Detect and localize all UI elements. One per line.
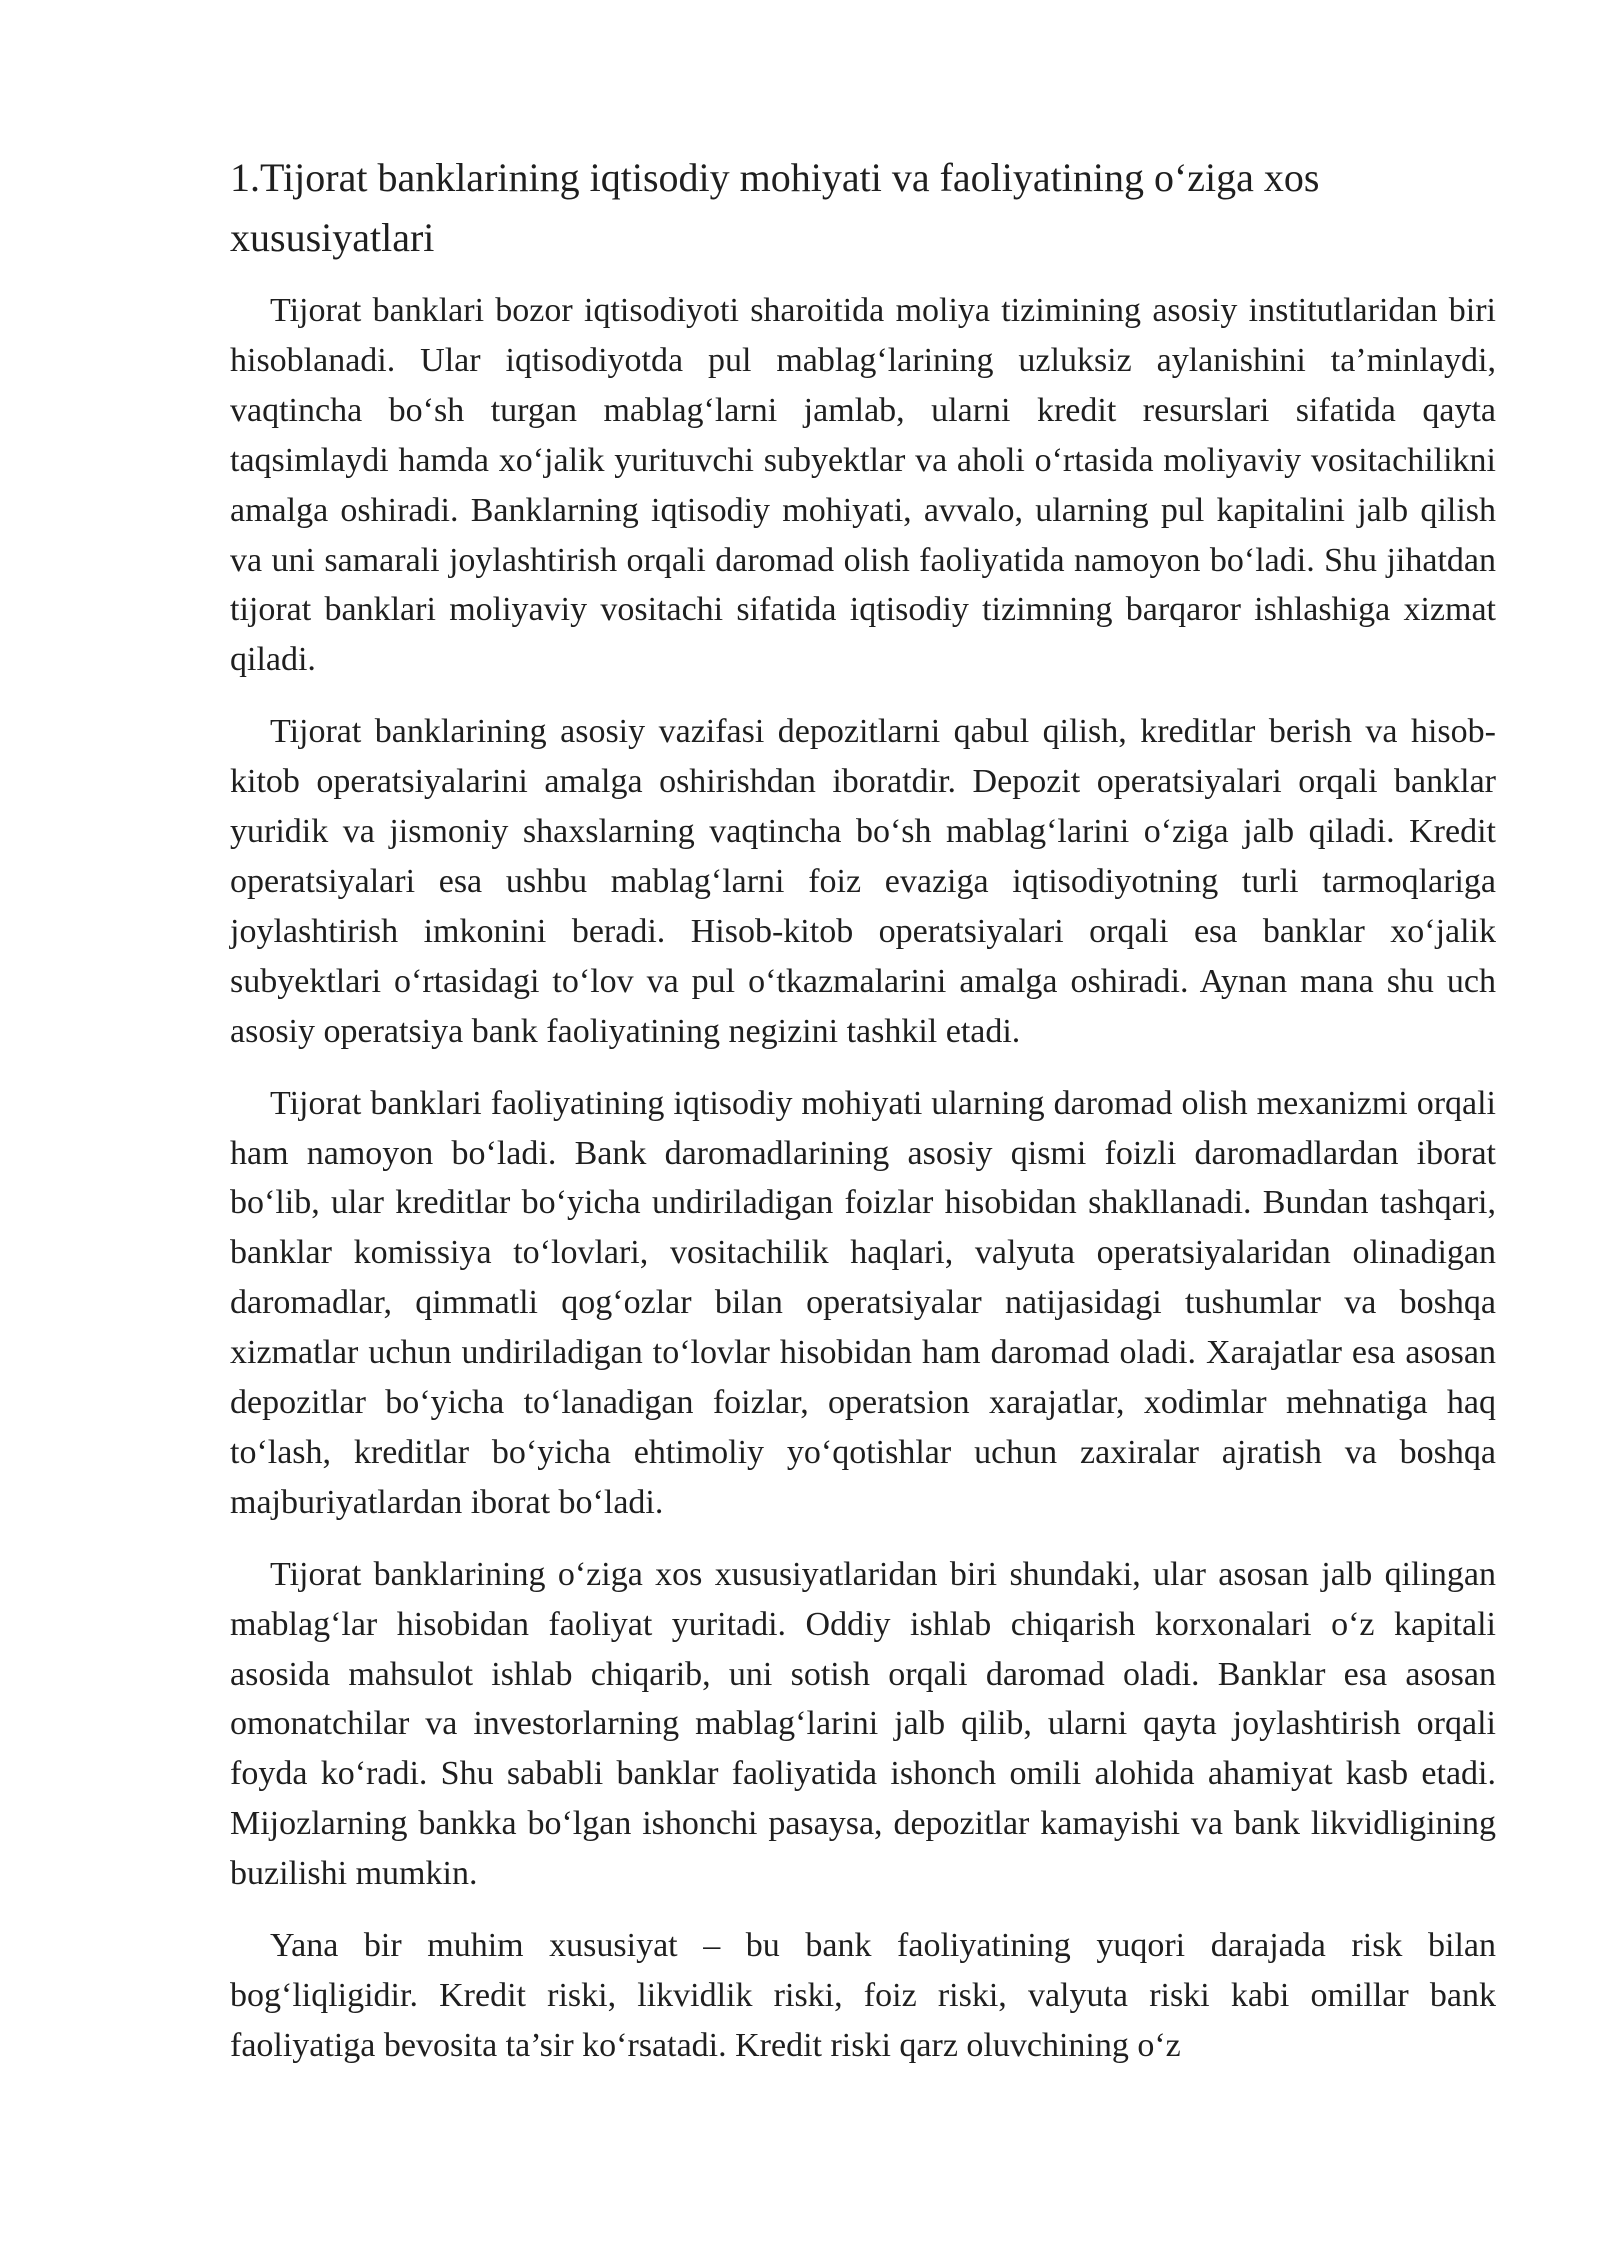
section-title: 1.Tijorat banklarining iqtisodiy mohiyati va faoliyatining o‘ziga xos xususiyatlari [230, 155, 1320, 260]
paragraph-3: Tijorat banklari faoliyatining iqtisodiy mohiyati ularning daromad olish mexanizmi orqali ham namoyon bo‘ladi. Bank daromadlarining asosiy qismi foizli daromadlardan iborat bo‘lib, ular kreditlar bo‘yicha undiriladigan foizlar hisobidan shakllanadi. Bundan tashqari, banklar komissiya to‘lovlari, vositachilik haqlari, valyuta operatsiyalaridan olinadigan daromadlar, qimmatli qog‘ozlar bilan operatsiyalar natijasidagi tushumlar va boshqa xizmatlar uchun undiriladigan to‘lovlar hisobidan ham daromad oladi. Xarajatlar esa asosan depozitlar bo‘yicha to‘lanadigan foizlar, operatsion xarajatlar, xodimlar mehnatiga haq to‘lash, kreditlar bo‘yicha ehtimoliy yo‘qotishlar uchun zaxiralar ajratish va boshqa majburiyatlardan iborat bo‘ladi. [230, 1084, 1496, 1521]
paragraph-4: Tijorat banklarining o‘ziga xos xususiyatlaridan biri shundaki, ular asosan jalb qilingan mablag‘lar hisobidan faoliyat yuritadi. Oddiy ishlab chiqarish korxonalari o‘z kapitali asosida mahsulot ishlab chiqarib, uni sotish orqali daromad oladi. Banklar esa asosan omonatchilar va investorlarning mablag‘larini jalb qilib, ularni qayta joylashtirish orqali foyda ko‘radi. Shu sababli banklar faoliyatida ishonch omili alohida ahamiyat kasb etadi. Mijozlarning bankka bo‘lgan ishonchi pasaysa, depozitlar kamayishi va bank likvidligining buzilishi mumkin. [230, 1555, 1496, 1893]
paragraph-1: Tijorat banklari bozor iqtisodiyoti sharoitida moliya tizimining asosiy institutlaridan biri hisoblanadi. Ular iqtisodiyotda pul mablag‘larining uzluksiz aylanishini ta’minlaydi, vaqtincha bo‘sh turgan mablag‘larni jamlab, ularni kredit resurslari sifatida qayta taqsimlaydi hamda xo‘jalik yurituvchi subyektlar va aholi o‘rtasida moliyaviy vositachilikni amalga oshiradi. Banklarning iqtisodiy mohiyati, avvalo, ularning pul kapitalini jalb qilish va uni samarali joylashtirish orqali daromad olish faoliyatida namoyon bo‘ladi. Shu jihatdan tijorat banklari moliyaviy vositachi sifatida iqtisodiy tizimning barqaror ishlashiga xizmat qiladi. [230, 292, 1496, 679]
paragraph-2: Tijorat banklarining asosiy vazifasi depozitlarni qabul qilish, kreditlar berish va hisob-kitob operatsiyalarini amalga oshirishdan iboratdir. Depozit operatsiyalari orqali banklar yuridik va jismoniy shaxslarning vaqtincha bo‘sh mablag‘larini o‘ziga jalb qiladi. Kredit operatsiyalari esa ushbu mablag‘larni foiz evaziga iqtisodiyotning turli tarmoqlariga joylashtirish imkonini beradi. Hisob-kitob operatsiyalari orqali esa banklar xo‘jalik subyektlari o‘rtasidagi to‘lov va pul o‘tkazmalarini amalga oshiradi. Aynan mana shu uch asosiy operatsiya bank faoliyatining negizini tashkil etadi. [230, 713, 1496, 1050]
paragraph-5: Yana bir muhim xususiyat – bu bank faoliyatining yuqori darajada risk bilan bog‘liqligidir. Kredit riski, likvidlik riski, foiz riski, valyuta riski kabi omillar bank faoliyatiga bevosita ta’sir ko‘rsatadi. Kredit riski qarz oluvchining o‘z [230, 1927, 1496, 2064]
document-page [230, 148, 1496, 2071]
